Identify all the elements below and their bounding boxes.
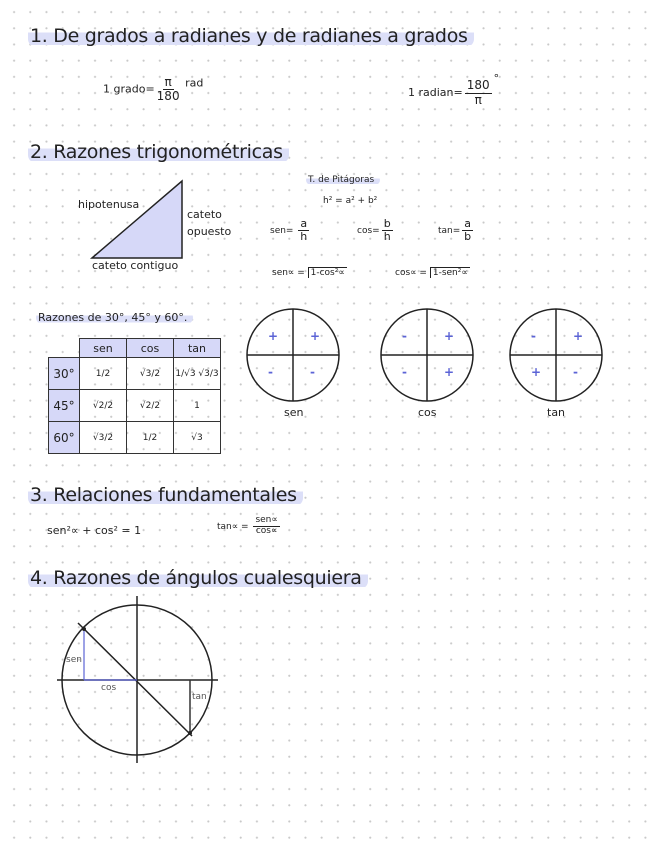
grado-formula: 1 grado= $\frac{\pi}{180}$ rad [103, 75, 204, 104]
sign-circle-tan [510, 309, 602, 401]
tan-identity: tan∝ = $\frac{\text{sen∝}}{\cos\propto}$ [217, 515, 278, 536]
sign-q3: + [531, 365, 542, 379]
table-row: 30° 1/2 √3/2 1/√3 √3/3 [49, 358, 221, 390]
table-row: 60° √3/2 1/2 √3 [49, 422, 221, 454]
table-row: 45° √2/2 √2/2 1 [49, 390, 221, 422]
sign-q2: - [531, 329, 536, 343]
trig-values-table [48, 338, 221, 454]
ratio-cos: cos= $\frac{b}{h}$ [357, 217, 391, 244]
sign-q4: + [444, 365, 455, 379]
sign-q2: - [402, 329, 407, 343]
sign-q3: - [268, 365, 273, 379]
col-cos: cos [127, 339, 174, 358]
sign-q2: + [268, 329, 279, 343]
sign-circle-label: sen [284, 406, 304, 419]
right-triangle [92, 181, 182, 258]
section-2-title: 2. Razones trigonométricas [28, 141, 289, 163]
sign-q1: + [444, 329, 455, 343]
sign-circle-label: cos [418, 406, 437, 419]
section-1-title: 1. De grados a radianes y de radianes a grados [28, 25, 474, 47]
col-tan: tan [174, 339, 221, 358]
sign-circle-sen [247, 309, 339, 401]
sign-q1: + [310, 329, 321, 343]
radian-formula: 1 radian= $\frac{180}{\pi}$ ° [408, 72, 500, 107]
sign-circle-label: tan [547, 406, 566, 419]
cos-label: cos [101, 683, 117, 693]
sen-label: sen [66, 655, 82, 665]
hypotenuse-label: hipotenusa [78, 198, 140, 211]
pitagoras-title: T. de Pitágoras [306, 175, 380, 185]
fundamental-identity: sen²∝ + cos² = 1 [47, 524, 142, 537]
section-4-title: 4. Razones de ángulos cualesquiera [28, 567, 368, 589]
sign-q4: - [573, 365, 578, 379]
unit-circle-diagram [57, 596, 218, 763]
identity-cos: cos∝ = 1-sen²∝ [395, 268, 468, 278]
identity-sen: sen∝ = 1-cos²∝ [272, 268, 345, 278]
ratio-tan: tan= $\frac{a}{b}$ [438, 217, 472, 244]
pitagoras-formula: h² = a² + b² [323, 196, 378, 206]
col-sen: sen [80, 339, 127, 358]
sign-q3: - [402, 365, 407, 379]
adjacent-label: cateto contiguo [92, 259, 179, 272]
opposite-label-2: opuesto [187, 225, 232, 238]
opposite-label-1: cateto [187, 208, 222, 221]
table-title: Razones de 30°, 45° y 60°. [36, 311, 193, 324]
sign-q1: + [573, 329, 584, 343]
ratio-sen: sen= $\frac{a}{h}$ [270, 217, 308, 244]
sign-circle-cos [381, 309, 473, 401]
tan-label: tan [192, 692, 207, 702]
section-3-title: 3. Relaciones fundamentales [28, 484, 303, 506]
sign-q4: - [310, 365, 315, 379]
